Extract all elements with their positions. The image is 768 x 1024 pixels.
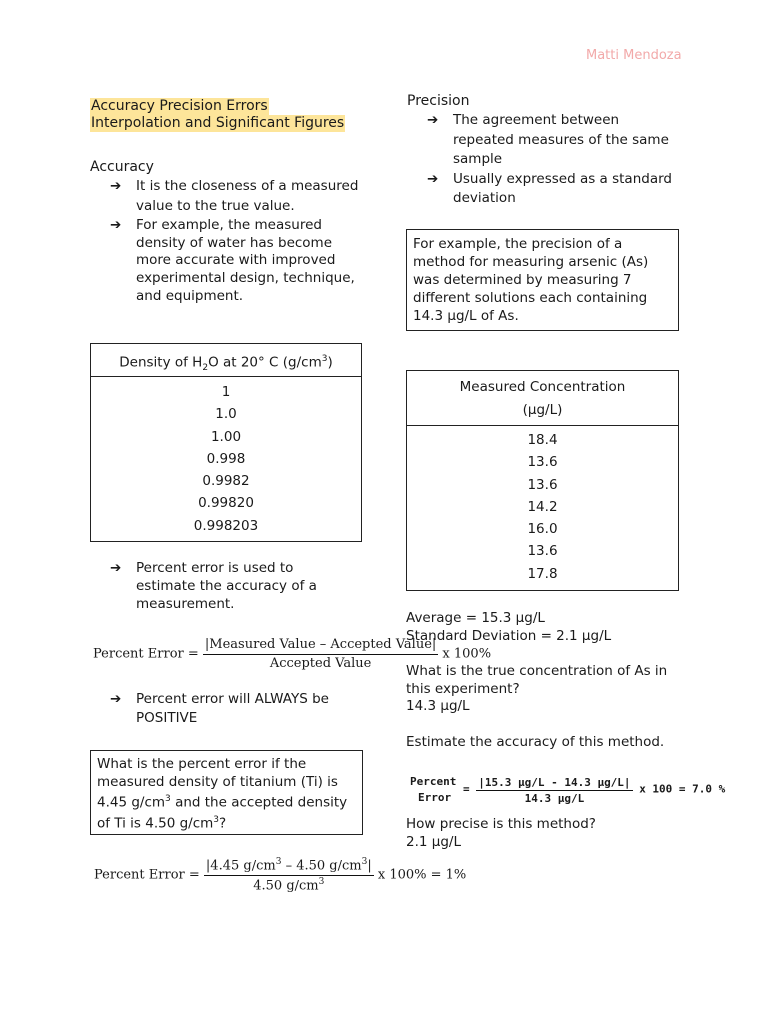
table-row: 0.998	[206, 450, 246, 467]
table-row: 13.6	[527, 476, 558, 493]
concentration-table-values	[407, 426, 678, 585]
percent-error-formula: Percent Error = $\frac{\text{|Measured Value – Accepted Value|}}{\text{Accepted Value}}$ x 100%	[93, 637, 492, 671]
percent-error-note	[90, 690, 360, 728]
answer-precision: 2.1 µg/L	[406, 833, 461, 850]
accuracy-heading: Accuracy	[90, 159, 154, 175]
precision-bullets	[407, 111, 677, 209]
title-line-2: Interpolation and Significant Figures	[91, 115, 345, 131]
average-text: Average = 15.3 µg/L	[406, 610, 545, 626]
arrow-icon: ➔	[110, 178, 122, 194]
table-row: 0.998203	[193, 517, 259, 534]
table-row: 18.4	[527, 432, 558, 448]
list-item: ➔ Usually expressed as a standard deviation	[427, 170, 672, 206]
percent-error-bullets	[90, 559, 350, 613]
list-item: ➔ It is the closeness of a measured value to the true value.	[110, 178, 359, 214]
arrow-icon: ➔	[110, 560, 122, 576]
list-item: ➔ Percent error will ALWAYS be POSITIVE	[110, 691, 329, 726]
concentration-table-header: Measured Concentration (µg/L)	[407, 371, 678, 426]
table-row: 1.0	[215, 406, 237, 423]
arsenic-example-box: For example, the precision of a method for measuring arsenic (As) was determined by measuring 7 different solutions each containing 14.3 µg/L of As.	[406, 229, 679, 331]
arrow-icon: ➔	[110, 217, 122, 233]
precision-heading: Precision	[407, 93, 470, 109]
density-table-header: Density of $H_2O$ at 20° C $(g/cm^3)$	[91, 344, 361, 377]
table-row: 1.00	[210, 428, 242, 445]
table-row: 13.6	[527, 543, 558, 560]
titanium-question-box: What is the percent error if the measured density of titanium (Ti) is 4.45 $g/cm^3$ and the accepted density of Ti is 4.50 $g/cm^3$?	[90, 750, 363, 835]
density-table	[90, 343, 362, 542]
arrow-icon: ➔	[110, 691, 122, 707]
table-row: 0.99820	[198, 495, 254, 512]
table-row: 0.9982	[202, 473, 250, 490]
author-name: Matti Mendoza	[586, 48, 682, 63]
list-item: ➔ Percent error is used to estimate the accuracy of a measurement.	[110, 560, 317, 612]
table-row: 1	[221, 384, 231, 400]
table-row: 16.0	[527, 521, 558, 538]
density-table-values	[91, 377, 361, 537]
stdev-text: Standard Deviation = 2.1 µg/L	[406, 627, 612, 644]
list-item: ➔ The agreement between repeated measures of the same sample	[427, 112, 669, 167]
arrow-icon: ➔	[427, 112, 439, 128]
page-title	[90, 98, 345, 132]
accuracy-bullets	[90, 177, 360, 306]
arsenic-percent-error-formula: Percent Error = $\frac{\text{|15.3 µg/L - 14.3 µg/L|}}{\text{14.3 µg/L}}$ x 100 = 7.0 %	[410, 775, 726, 805]
table-row: 17.8	[527, 565, 558, 582]
results-block	[406, 610, 696, 751]
table-row: 14.2	[527, 498, 558, 515]
title-line-1: Accuracy Precision Errors	[91, 98, 268, 114]
precision-answer-block	[406, 816, 596, 851]
titanium-formula: Percent Error = $\frac{|4.45 g/cm^3 - 4.50 g/cm^3|}{4.50 g/cm^3}$ x 100% = 1%	[94, 857, 467, 894]
question-precision: How precise is this method?	[406, 816, 596, 832]
list-item: ➔ For example, the measured density of water has become more accurate with improved experimental design, technique, and equipment.	[110, 217, 355, 304]
arrow-icon: ➔	[427, 170, 439, 187]
concentration-table	[406, 370, 679, 591]
question-accuracy: Estimate the accuracy of this method.	[406, 733, 665, 750]
question-true-concentration: What is the true concentration of As in this experiment?	[406, 663, 668, 697]
answer-true-concentration: 14.3 µg/L	[406, 698, 470, 714]
table-row: 13.6	[527, 454, 558, 471]
